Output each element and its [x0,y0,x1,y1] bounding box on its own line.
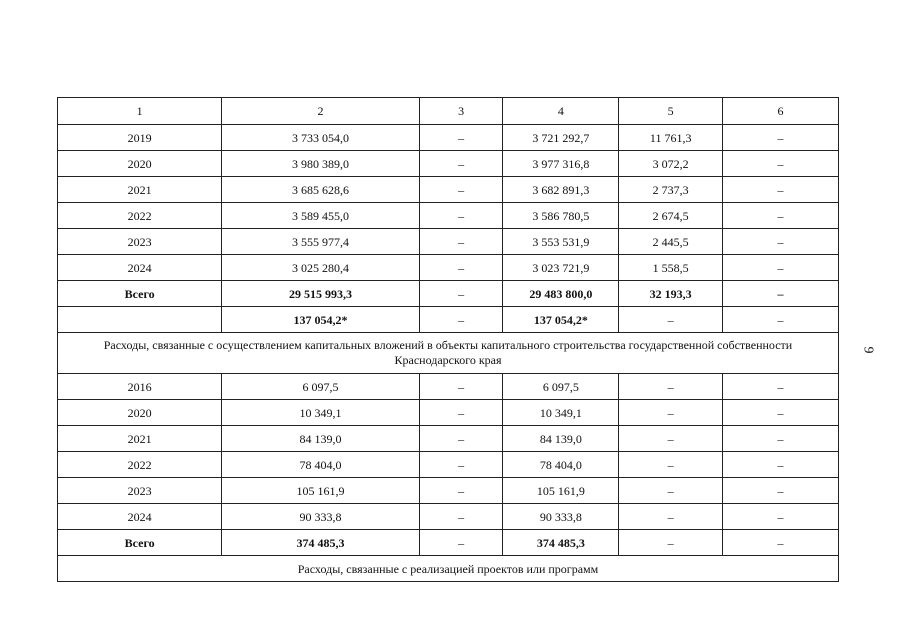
table-cell: – [723,177,839,203]
table-body [58,98,839,582]
table-header-row [58,98,839,125]
table-cell: 3 980 389,0 [222,151,420,177]
table-cell: 2022 [58,452,222,478]
table-row [58,504,839,530]
table-row [58,374,839,400]
table-cell: – [723,255,839,281]
total-extra-row [58,307,839,333]
table-cell: – [723,374,839,400]
table-row [58,229,839,255]
table-cell: 105 161,9 [503,478,619,504]
total-row [58,281,839,307]
table-cell: – [419,151,503,177]
section-row [58,556,839,582]
table-cell: – [723,203,839,229]
table-cell: – [619,478,723,504]
table-row [58,255,839,281]
table-cell: 32 193,3 [619,281,723,307]
table-cell: – [723,504,839,530]
table-cell: 10 349,1 [222,400,420,426]
table-cell: 2 674,5 [619,203,723,229]
table-cell: – [419,504,503,530]
table-cell: 84 139,0 [503,426,619,452]
table-cell: – [419,307,503,333]
table-row [58,426,839,452]
table-cell: – [419,452,503,478]
table-cell: – [723,452,839,478]
table-cell: – [619,400,723,426]
page-number: 9 [860,346,876,354]
table-cell: – [419,125,503,151]
section-title: Расходы, связанные с реализацией проектов или программ [58,556,839,582]
table-cell: 2 [222,98,420,125]
table-cell: 3 977 316,8 [503,151,619,177]
table-cell: – [619,530,723,556]
table-cell: – [419,374,503,400]
table-cell: 29 483 800,0 [503,281,619,307]
table-cell: 3 [419,98,503,125]
table-row [58,478,839,504]
table-cell: 105 161,9 [222,478,420,504]
table-cell: – [619,374,723,400]
table-cell: 6 097,5 [222,374,420,400]
table-cell: 3 682 891,3 [503,177,619,203]
table-cell: 78 404,0 [503,452,619,478]
expenses-table [57,97,839,582]
table-cell: – [619,504,723,530]
table-cell: – [619,307,723,333]
table-cell: 2024 [58,255,222,281]
table-cell: 3 733 054,0 [222,125,420,151]
table-row [58,400,839,426]
table-row [58,151,839,177]
table-cell: 1 558,5 [619,255,723,281]
table-row [58,203,839,229]
table-cell: 2020 [58,151,222,177]
table-cell: 6 [723,98,839,125]
section-title: Расходы, связанные с осуществлением капитальных вложений в объекты капитального строительства государственной собственности Краснодарского края [58,333,839,374]
table-cell: – [419,229,503,255]
table-cell: 137 054,2* [222,307,420,333]
table-cell: – [419,255,503,281]
table-cell: – [723,281,839,307]
table-cell: 2019 [58,125,222,151]
table-cell: – [723,426,839,452]
table-cell: – [419,203,503,229]
table-cell: 2023 [58,229,222,255]
table-cell: 2024 [58,504,222,530]
table-cell: 3 072,2 [619,151,723,177]
table-cell: – [419,400,503,426]
table-cell: 3 553 531,9 [503,229,619,255]
table-cell: – [419,426,503,452]
table-cell: – [419,478,503,504]
total-row [58,530,839,556]
table-row [58,452,839,478]
table-cell: Всего [58,530,222,556]
table-cell: 374 485,3 [222,530,420,556]
table-cell: 2022 [58,203,222,229]
table-cell: 3 586 780,5 [503,203,619,229]
table-cell: – [723,307,839,333]
table-cell: 6 097,5 [503,374,619,400]
table-cell: 3 721 292,7 [503,125,619,151]
table-cell: – [619,426,723,452]
table-cell: 3 025 280,4 [222,255,420,281]
table-cell: – [419,177,503,203]
table-cell: 3 685 628,6 [222,177,420,203]
table-cell: – [723,400,839,426]
table-cell: 90 333,8 [222,504,420,530]
table-cell: – [723,530,839,556]
table-cell: 3 589 455,0 [222,203,420,229]
section-row [58,333,839,374]
table-cell: – [619,452,723,478]
table-cell: 84 139,0 [222,426,420,452]
table-cell: 2 737,3 [619,177,723,203]
table-cell: – [723,478,839,504]
table-cell: 3 555 977,4 [222,229,420,255]
table-cell: 2020 [58,400,222,426]
table-cell: 137 054,2* [503,307,619,333]
table-cell: Всего [58,281,222,307]
table-cell: 374 485,3 [503,530,619,556]
table-cell: 2016 [58,374,222,400]
table-cell: 11 761,3 [619,125,723,151]
table-cell: 78 404,0 [222,452,420,478]
table-cell: 90 333,8 [503,504,619,530]
table-cell: – [723,229,839,255]
table-cell: 5 [619,98,723,125]
table-cell: 2023 [58,478,222,504]
table-cell: 2 445,5 [619,229,723,255]
table-cell: 3 023 721,9 [503,255,619,281]
table-cell: – [419,281,503,307]
table-cell: 10 349,1 [503,400,619,426]
table-cell: – [723,151,839,177]
table-cell: 1 [58,98,222,125]
table-cell: – [723,125,839,151]
table-cell: 4 [503,98,619,125]
table-row [58,125,839,151]
table-cell: 2021 [58,177,222,203]
table-cell [58,307,222,333]
table-cell: 2021 [58,426,222,452]
table-cell: 29 515 993,3 [222,281,420,307]
table-row [58,177,839,203]
table-cell: – [419,530,503,556]
